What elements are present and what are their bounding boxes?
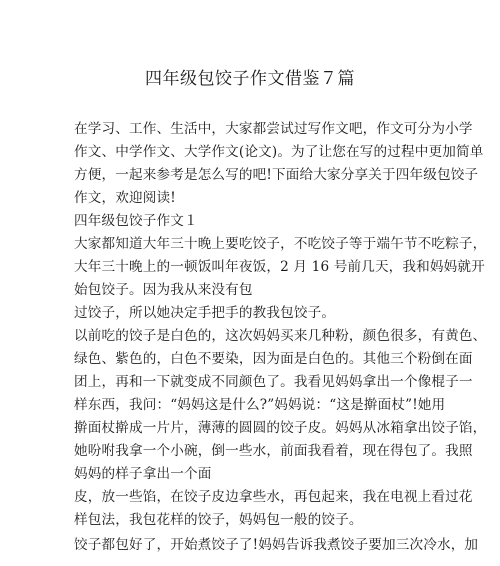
paragraph-line: 始包饺子。因为我从来没有包	[74, 282, 253, 298]
paragraph-line: 皮，放一些馅，在饺子皮边拿些水，再包起来，我在电视上看过花	[74, 489, 473, 505]
paragraph-line: 大家都知道大年三十晚上要吃饺子，不吃饺子等于端午节不吃粽子，	[74, 236, 487, 252]
document-title: 四年级包饺子作文借鉴７篇	[145, 69, 355, 89]
paragraph-line: 过饺子，所以她决定手把手的教我包饺子。	[74, 305, 336, 321]
paragraph-line: 作文、中学作文、大学作文(论文)。为了让您在写的过程中更加简单	[74, 144, 484, 160]
paragraph-line: 以前吃的饺子是白色的，这次妈妈买来几种粉，颜色很多，有黄色、	[74, 328, 487, 344]
paragraph-line: 她吩咐我拿一个小碗，倒一些水，前面我看着，现在得包了。我照	[74, 443, 473, 459]
section-heading: 四年级包饺子作文１	[74, 213, 198, 229]
paragraph-line: 样包法，我包花样的饺子，妈妈包一般的饺子。	[74, 512, 363, 528]
paragraph-line: 擀面杖擀成一片片，薄薄的圆圆的饺子皮。妈妈从冰箱拿出饺子馅，	[74, 420, 487, 436]
paragraph-line: 团上，再和一下就变成不同颜色了。我看见妈妈拿出一个像棍子一	[74, 374, 473, 390]
paragraph-line: 饺子都包好了，开始煮饺子了!妈妈告诉我煮饺子要加三次冷水，加	[74, 537, 479, 553]
paragraph-line: 妈妈的样子拿出一个面	[74, 466, 212, 482]
paragraph-line: 绿色、紫色的，白色不要染，因为面是白色的。其他三个粉倒在面	[74, 351, 473, 367]
paragraph-line: 作文，欢迎阅读!	[74, 190, 176, 206]
paragraph-line: 大年三十晚上的一顿饭叫年夜饭，2 月 16 号前几天，我和妈妈就开	[74, 259, 485, 275]
paragraph-line: 在学习、工作、生活中，大家都尝试过写作文吧，作文可分为小学	[74, 121, 473, 137]
paragraph-line: 方便，一起来参考是怎么写的吧!下面给大家分享关于四年级包饺子	[74, 167, 479, 183]
paragraph-line: 样东西，我问：“妈妈这是什么?”妈妈说：“这是擀面杖”!她用	[74, 397, 446, 413]
